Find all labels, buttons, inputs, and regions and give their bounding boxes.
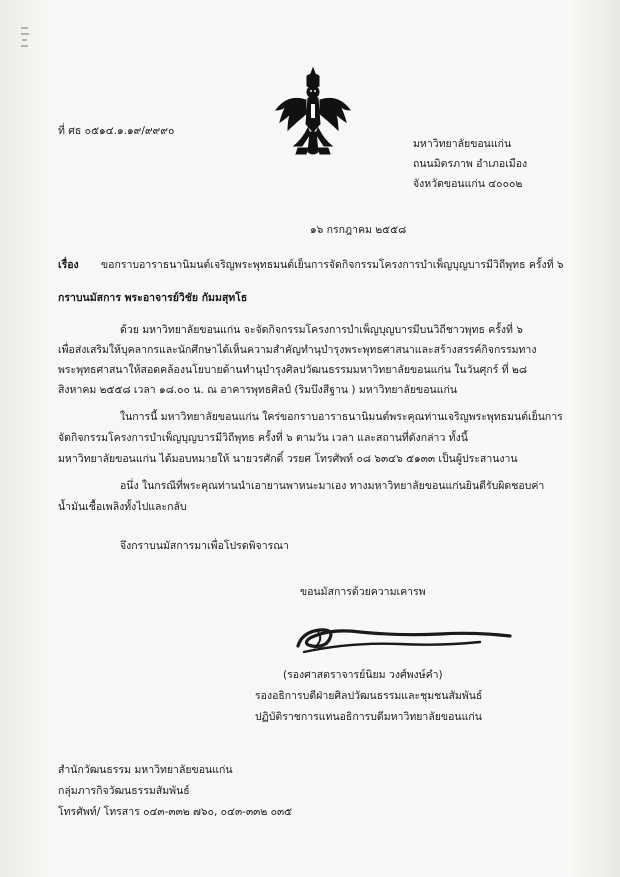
handwritten-signature — [290, 602, 520, 662]
footer-office: สำนักวัฒนธรรม มหาวิทยาลัยขอนแก่น — [58, 764, 233, 776]
address-line-1: มหาวิทยาลัยขอนแก่น — [413, 138, 512, 150]
corner-mark-icon — [18, 26, 32, 52]
paragraph3-line: อนึ่ง ในกรณีที่พระคุณท่านนำเอายานพาหนะมาเอง ทางมหาวิทยาลัยขอนแก่นยินดีรับผิดชอบค่า — [120, 480, 545, 492]
paragraph1-line: ด้วย มหาวิทยาลัยขอนแก่น จะจัดกิจกรรมโครงการบำเพ็ญบุญบารมีบนวิถีชาวพุทธ ครั้งที่ ๖ — [120, 324, 523, 336]
paragraph2-line: ในการนี้ มหาวิทยาลัยขอนแก่น ใคร่ขอกราบอาราธนานิมนต์พระคุณท่านเจริญพระพุทธมนต์เย็นการ — [120, 411, 563, 423]
closing-line: ขอนมัสการด้วยความเคารพ — [300, 586, 426, 598]
signer-name: (รองศาสตราจารย์นิยม วงศ์พงษ์คำ) — [283, 669, 443, 681]
garuda-emblem-icon — [272, 66, 354, 158]
subject-text: ขอกราบอาราธนานิมนต์เจริญพระพุทธมนต์เย็นการจัดกิจกรรมโครงการบำเพ็ญบุญบารมีวิถีพุทธ ครั้งที่ ๖ — [101, 259, 564, 271]
letter-date: ๑๖ กรกฎาคม ๒๕๕๘ — [310, 224, 407, 236]
address-line-2: ถนนมิตรภาพ อำเภอเมือง — [413, 158, 528, 170]
address-line-3: จังหวัดขอนแก่น ๔๐๐๐๒ — [413, 178, 523, 190]
footer-division: กลุ่มภารกิจวัฒนธรรมสัมพันธ์ — [58, 785, 190, 797]
reference-number: ที่ ศธ ๐๕๑๔.๑.๑๙/๙๙๙๐ — [58, 125, 175, 137]
salutation: กราบนมัสการ พระอาจารย์วิชัย กัมมสุทโธ — [58, 292, 248, 304]
paragraph3-line: น้ำมันเชื้อเพลิงทั้งไปและกลับ — [58, 501, 187, 513]
footer-phone: โทรศัพท์/ โทรสาร ๐๔๓-๓๓๒ ๗๖๐, ๐๔๓-๓๓๒ ๐๓๕ — [58, 806, 293, 818]
paragraph2-line: จัดกิจกรรมโครงการบำเพ็ญบุญบารมีวิถีพุทธ ครั้งที่ ๖ ตามวัน เวลา และสถานที่ดังกล่าว ทั้งนี้ — [58, 432, 468, 444]
paragraph2-line: มหาวิทยาลัยขอนแก่น ได้มอบหมายให้ นายวรศักดิ์ วรยศ โทรศัพท์ ๐๘ ๖๓๔๖ ๕๑๓๓ เป็นผู้ประสานงาน — [58, 453, 518, 465]
paragraph1-line: พระพุทธศาสนาให้สอดคล้องนโยบายด้านทำนุบำรุงศิลปวัฒนธรรมมหาวิทยาลัยขอนแก่น ในวันศุกร์ ที่ ๒๘ — [58, 364, 527, 376]
paragraph1-line: สิงหาคม ๒๕๕๘ เวลา ๑๘.๐๐ น. ณ อาคารพุทธศิลป์ (ริมบึงสีฐาน ) มหาวิทยาลัยขอนแก่น — [58, 384, 457, 396]
request-line: จึงกราบนมัสการมาเพื่อโปรดพิจารณา — [120, 540, 289, 552]
subject-label: เรื่อง — [58, 259, 79, 271]
paragraph1-line: เพื่อส่งเสริมให้บุคลากรและนักศึกษาได้เห็นความสำคัญทำนุบำรุงพระพุทธศาสนาและสร้างสรรค์กิจกรรมทาง — [58, 344, 537, 356]
signer-title-2: ปฏิบัติราชการแทนอธิการบดีมหาวิทยาลัยขอนแก่น — [255, 711, 482, 723]
signer-title-1: รองอธิการบดีฝ่ายศิลปวัฒนธรรมและชุมชนสัมพันธ์ — [255, 690, 483, 702]
